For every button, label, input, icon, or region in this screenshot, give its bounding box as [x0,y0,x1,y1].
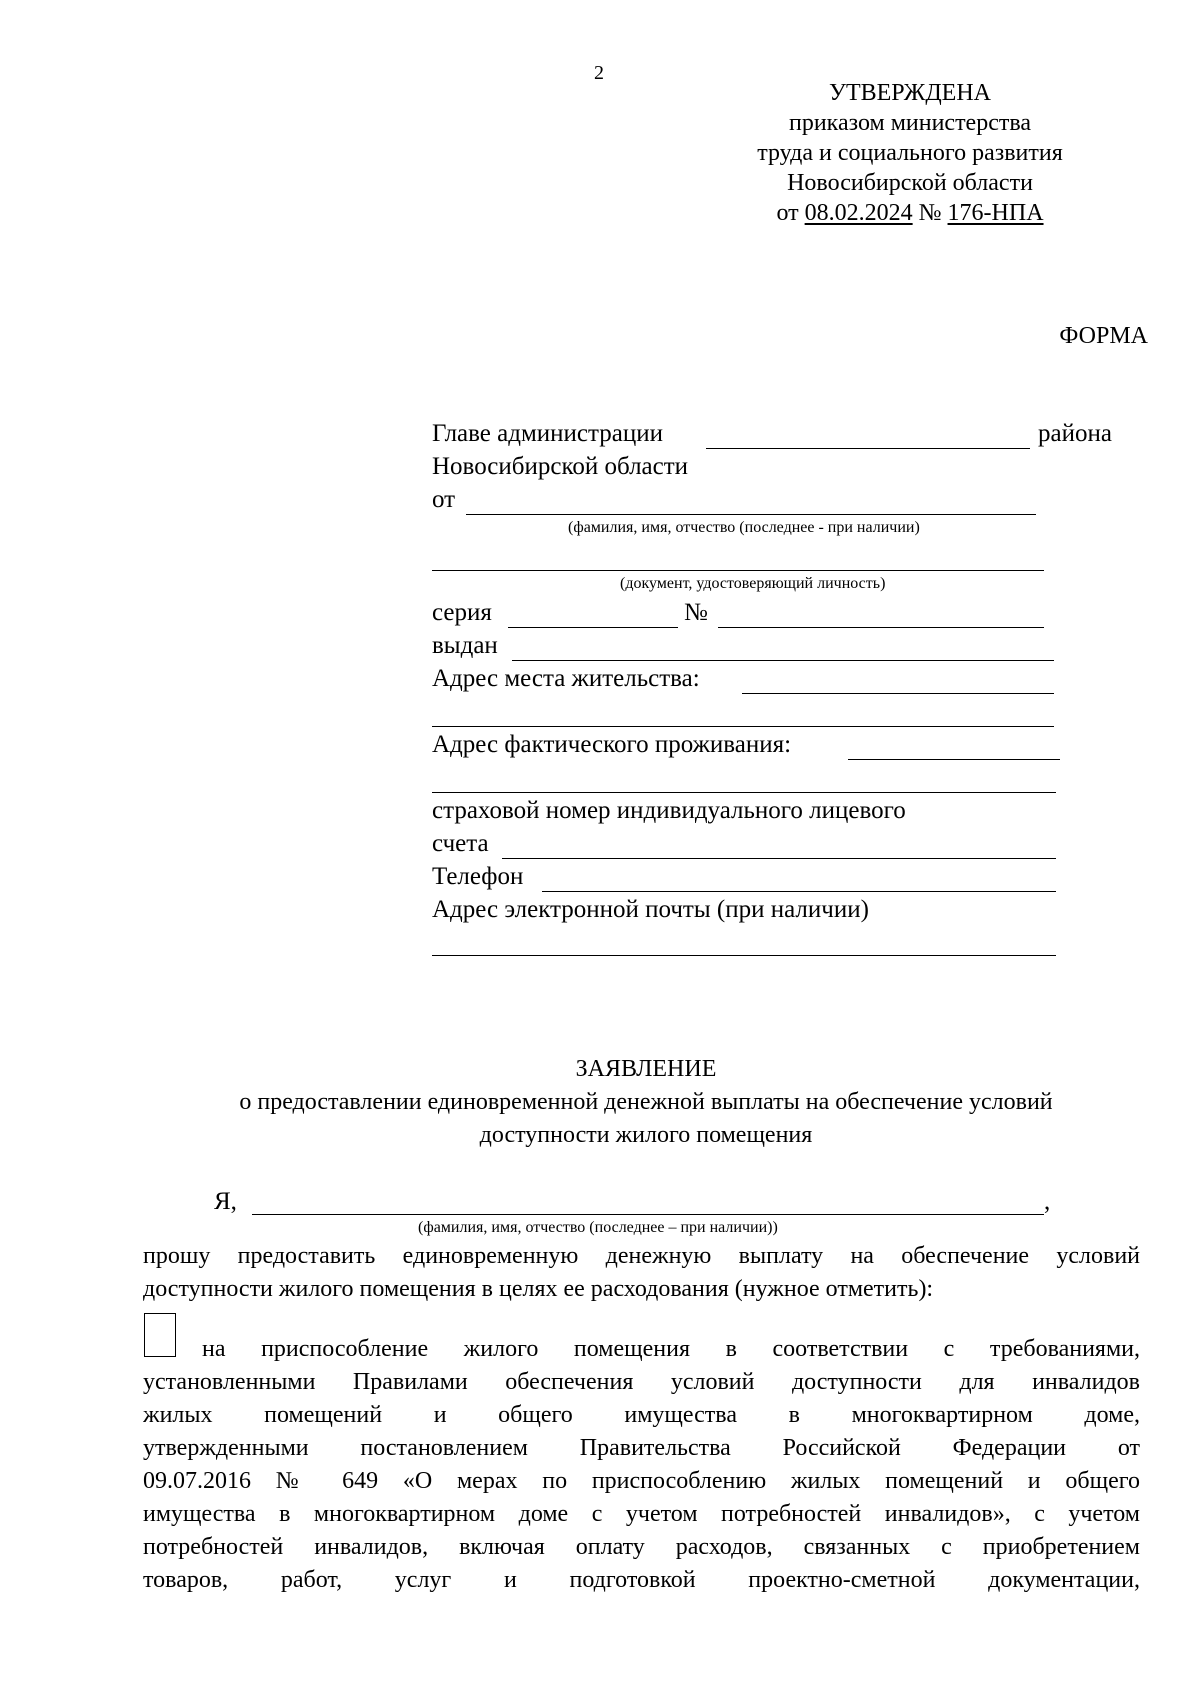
option-1-line-2: установленными Правилами обеспечения условий доступности для инвалидов [143,1369,1140,1395]
request-line-2: доступности жилого помещения в целях ее расходования (нужное отметить): [143,1276,934,1302]
approval-date-line [650,198,1170,228]
option-1-line-7: потребностей инвалидов, включая оплату расходов, связанных с приобретением [143,1534,1140,1560]
page-number: 2 [594,62,604,84]
approval-number: 176-НПА [947,200,1044,226]
email-field[interactable] [432,955,1056,956]
email-label: Адрес электронной почты (при наличии) [432,896,869,923]
request-line-1: прошу предоставить единовременную денежную выплату на обеспечение условий [143,1243,1140,1269]
statement-title: ЗАЯВЛЕНИЕ [575,1056,717,1082]
approval-title: УТВЕРЖДЕНА [828,80,992,106]
series-label: серия [432,599,492,626]
approval-date: 08.02.2024 [804,200,913,226]
approval-number-prefix: № [912,200,948,226]
phone-field[interactable] [542,891,1056,892]
option-1-line-4: утвержденными постановлением Правительства Российской Федерации от [143,1435,1140,1461]
form-label: ФОРМА [1059,323,1148,349]
residence-address-field-2[interactable] [432,726,1054,727]
actual-address-label: Адрес фактического проживания: [432,731,792,758]
head-label: Главе администрации [432,420,663,447]
approval-block [650,78,1170,228]
identity-document-hint: (документ, удостоверяющий личность) [620,575,886,592]
actual-address-field-2[interactable] [432,792,1056,793]
option-1-line-8: товаров, работ, услуг и подготовкой проектно-сметной документации, [143,1567,1140,1593]
option-1-line-1: на приспособление жилого помещения в соответствии с требованиями, [202,1336,1140,1362]
option-1-line-6: имущества в многоквартирном доме с учетом потребностей инвалидов», с учетом [143,1501,1140,1527]
statement-name-hint: (фамилия, имя, отчество (последнее – при наличии)) [418,1219,778,1236]
actual-address-field[interactable] [848,759,1060,760]
approval-date-prefix: от [776,200,805,226]
statement-name-field[interactable] [252,1214,1044,1215]
approval-line-1: приказом министерства [788,110,1032,136]
snils-label-2: счета [432,830,489,857]
statement-subtitle-2: доступности жилого помещения [479,1122,813,1148]
issued-field[interactable] [512,660,1054,661]
district-suffix: района [1038,420,1112,447]
district-field[interactable] [706,448,1030,449]
from-label: от [432,486,456,513]
approval-line-2: труда и социального развития [757,140,1063,166]
region-label: Новосибирской области [432,453,689,480]
snils-field[interactable] [502,858,1056,859]
phone-label: Телефон [432,863,524,890]
residence-address-field[interactable] [742,693,1054,694]
issued-label: выдан [432,632,498,659]
i-label: Я, [214,1188,237,1215]
from-hint: (фамилия, имя, отчество (последнее - при наличии) [568,519,920,536]
option-1-line-3: жилых помещений и общего имущества в многоквартирном доме, [143,1402,1140,1428]
option-1-line-5: 09.07.2016 № 649 «О мерах по приспособлению жилых помещений и общего [143,1468,1140,1494]
number-label: № [684,599,708,626]
document-number-field[interactable] [718,627,1044,628]
option-adaptation-checkbox[interactable] [144,1313,176,1357]
statement-comma: , [1044,1188,1051,1215]
statement-subtitle-1: о предоставлении единовременной денежной выплаты на обеспечение условий [239,1089,1053,1115]
approval-line-3: Новосибирской области [787,170,1033,196]
snils-label-1: страховой номер индивидуального лицевого [432,797,906,824]
identity-document-field[interactable] [432,570,1044,571]
residence-address-label: Адрес места жительства: [432,665,700,692]
applicant-name-field[interactable] [466,514,1036,515]
series-field[interactable] [508,627,678,628]
